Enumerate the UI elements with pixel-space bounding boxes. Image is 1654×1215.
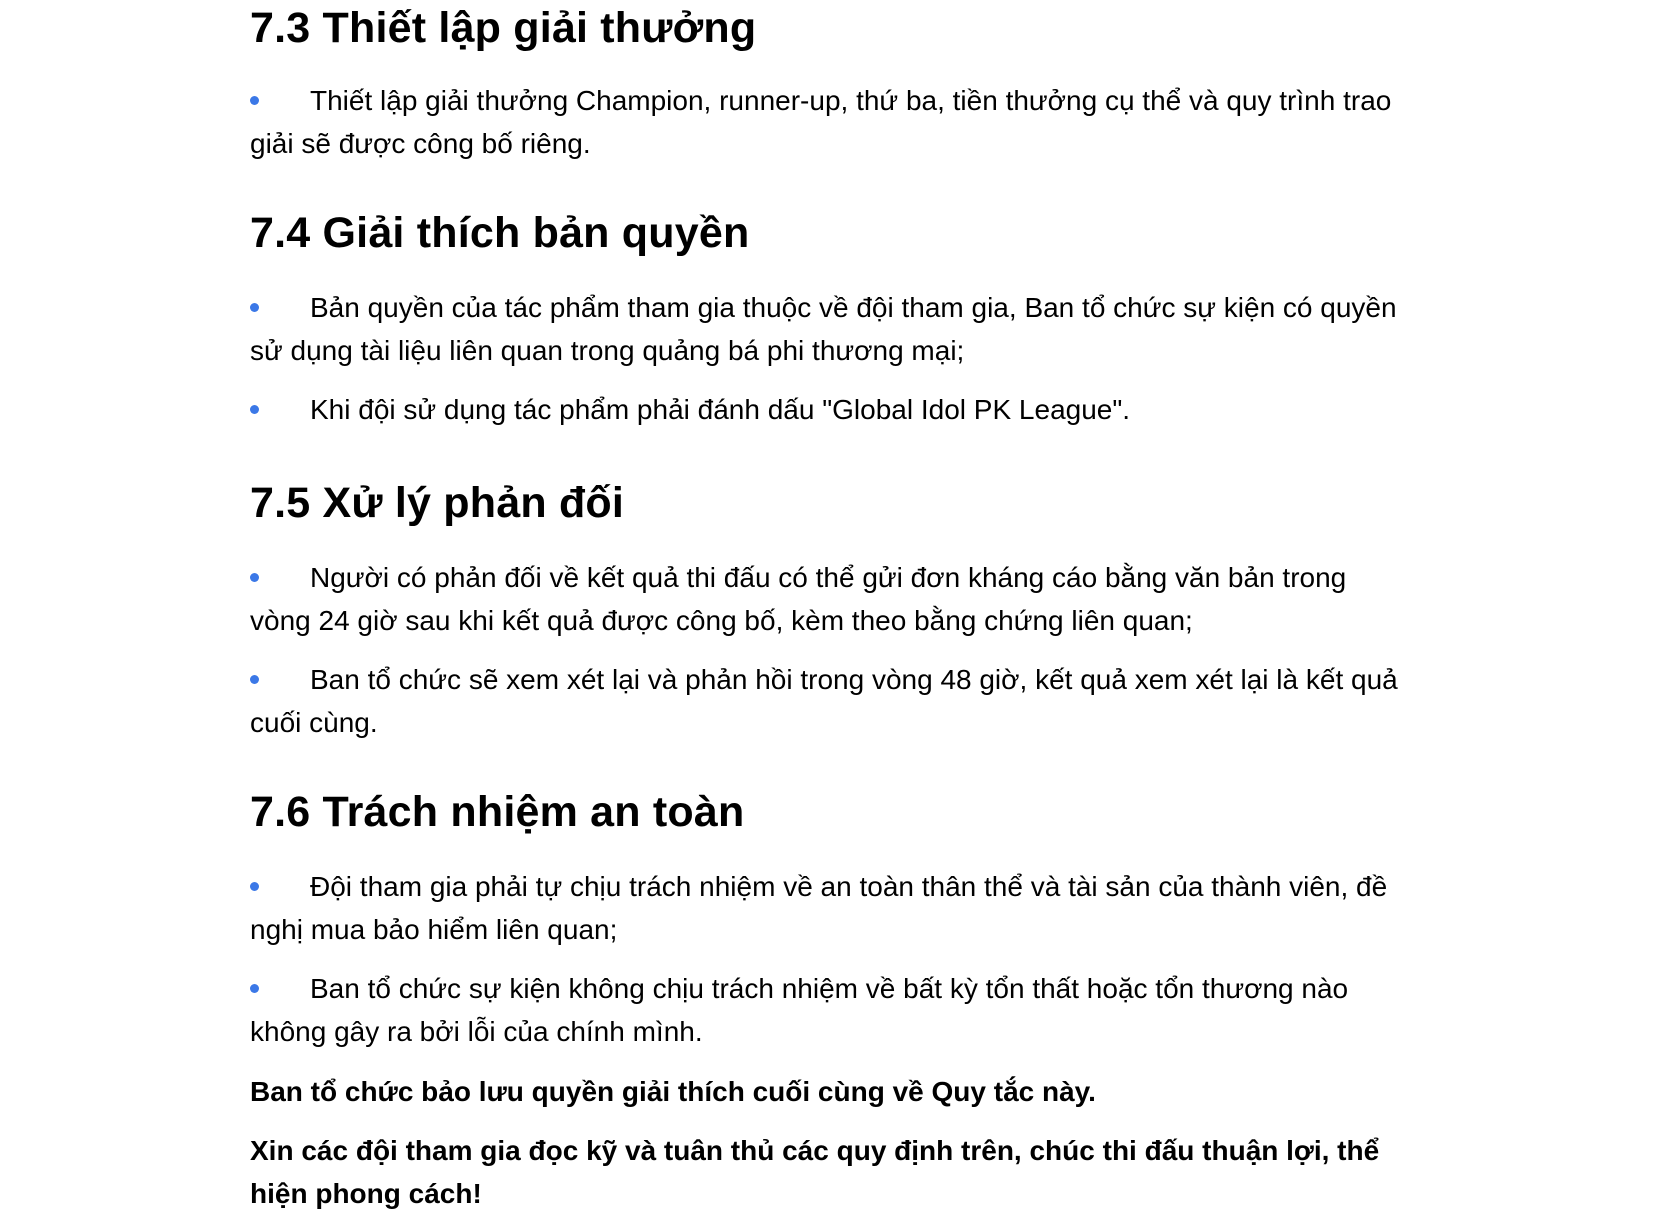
bullet-item bbox=[250, 388, 1410, 431]
bullet-dot-icon bbox=[250, 882, 259, 891]
bullet-text: Ban tổ chức sự kiện không chịu trách nhiệm về bất kỳ tổn thất hoặc tổn thương nào không gây ra bởi lỗi của chính mình. bbox=[250, 973, 1349, 1047]
bullet-item bbox=[250, 556, 1400, 642]
section-heading-7-4: 7.4 Giải thích bản quyền bbox=[250, 209, 750, 257]
bullet-item bbox=[250, 658, 1400, 744]
section-heading-7-6: 7.6 Trách nhiệm an toàn bbox=[250, 788, 745, 836]
closing-statement: Ban tổ chức bảo lưu quyền giải thích cuối cùng về Quy tắc này. bbox=[250, 1076, 1096, 1107]
bullet-dot-icon bbox=[250, 96, 259, 105]
bullet-item bbox=[250, 865, 1400, 951]
bullet-text: Khi đội sử dụng tác phẩm phải đánh dấu "Global Idol PK League". bbox=[310, 394, 1131, 425]
bullet-text: Ban tổ chức sẽ xem xét lại và phản hồi trong vòng 48 giờ, kết quả xem xét lại là kết quả cuối cùng. bbox=[250, 664, 1398, 738]
bullet-item bbox=[250, 967, 1400, 1053]
bullet-dot-icon bbox=[250, 675, 259, 684]
bullet-dot-icon bbox=[250, 573, 259, 582]
bullet-dot-icon bbox=[250, 405, 259, 414]
bullet-text: Bản quyền của tác phẩm tham gia thuộc về đội tham gia, Ban tổ chức sự kiện có quyền sử dụng tài liệu liên quan trong quảng bá phi thương mại; bbox=[250, 292, 1397, 366]
bullet-item bbox=[250, 79, 1400, 165]
bullet-text: Người có phản đối về kết quả thi đấu có thể gửi đơn kháng cáo bằng văn bản trong vòng 24 giờ sau khi kết quả được công bố, kèm theo bằng chứng liên quan; bbox=[250, 562, 1347, 636]
section-heading-7-5: 7.5 Xử lý phản đối bbox=[250, 479, 625, 527]
bullet-text: Đội tham gia phải tự chịu trách nhiệm về an toàn thân thể và tài sản của thành viên, đề nghị mua bảo hiểm liên quan; bbox=[250, 871, 1388, 945]
bullet-dot-icon bbox=[250, 984, 259, 993]
closing-statement: Xin các đội tham gia đọc kỹ và tuân thủ các quy định trên, chúc thi đấu thuận lợi, thể hiện phong cách! bbox=[250, 1135, 1380, 1209]
bullet-item bbox=[250, 286, 1410, 372]
bullet-dot-icon bbox=[250, 303, 259, 312]
bullet-text: Thiết lập giải thưởng Champion, runner-up, thứ ba, tiền thưởng cụ thể và quy trình trao giải sẽ được công bố riêng. bbox=[250, 85, 1392, 159]
section-heading-7-3: 7.3 Thiết lập giải thưởng bbox=[250, 4, 757, 52]
